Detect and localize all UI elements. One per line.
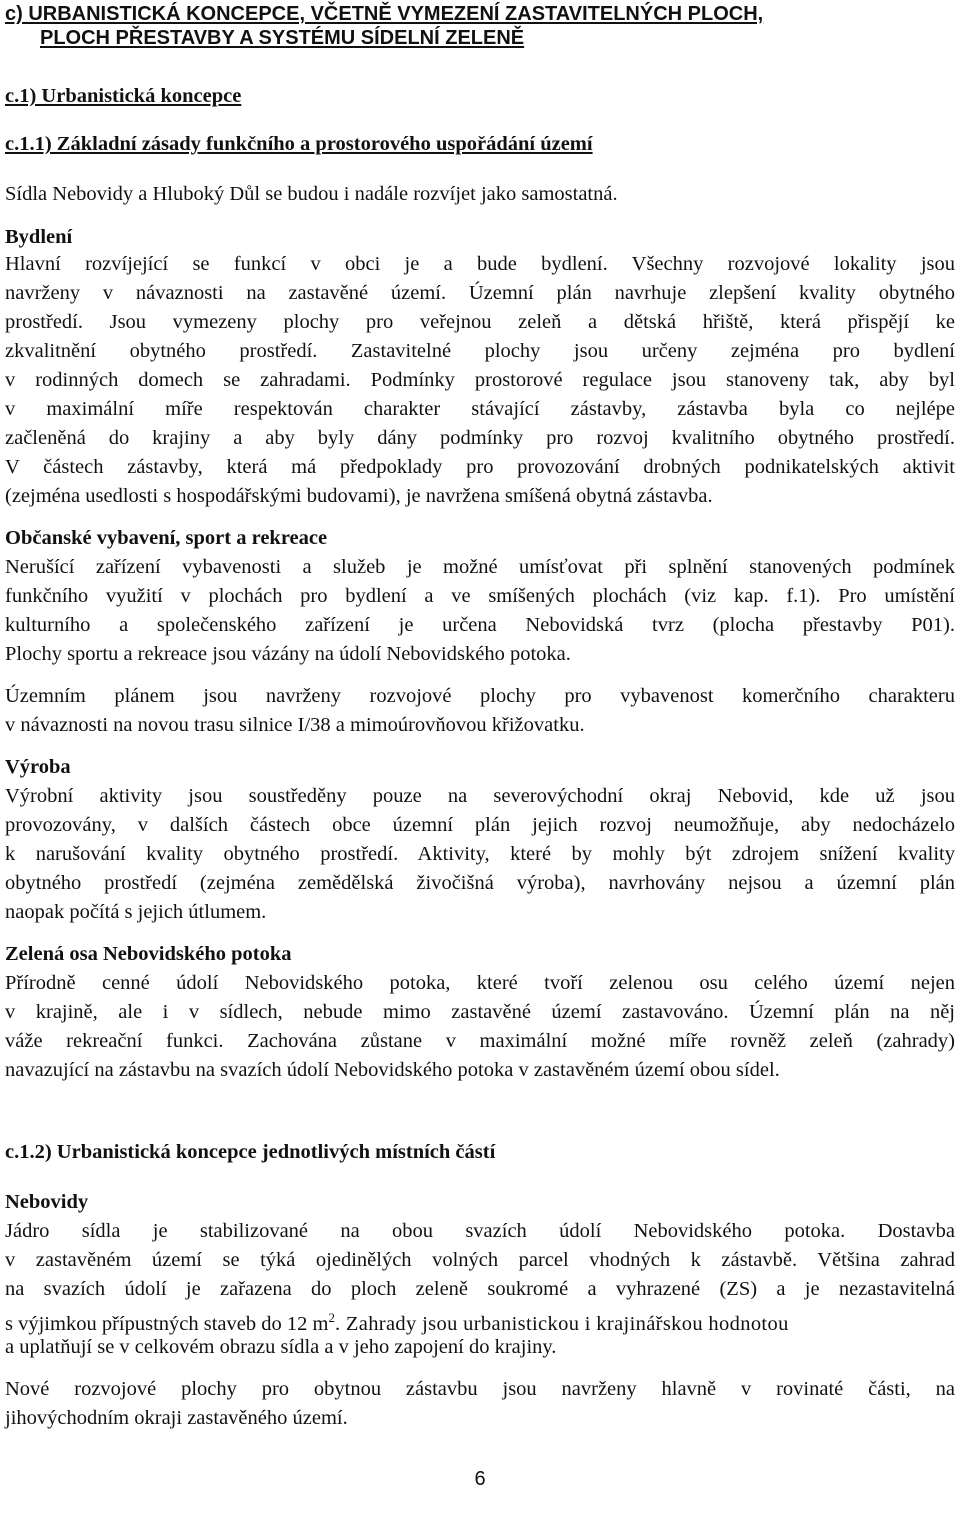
heading-vyroba: Výroba <box>5 756 71 778</box>
bydleni-line: prostředí. Jsou vymezeny plochy pro veřejnou zeleň a dětská hřiště, která přispějí ke <box>5 311 955 333</box>
bydleni-line: v maximální míře respektován charakter stávající zástavby, zástavba byla co nejlépe <box>5 398 955 420</box>
section-heading-c1: c.1) Urbanistická koncepce <box>5 85 242 107</box>
nebovidy-line: v zastavěném území se týká ojedinělých volných parcel vhodných k zástavbě. Většina zahrad <box>5 1249 955 1271</box>
bydleni-line: zkvalitnění obytného prostředí. Zastavitelné plochy jsou určeny zejména pro bydlení <box>5 340 955 362</box>
zelena-osa-line: navazující na zástavbu na svazích údolí Nebovidského potoka v zastavěném území obou sídel. <box>5 1059 780 1081</box>
zelena-osa-line: váže rekreační funkci. Zachována zůstane v maximální možné míře rovněž zeleň (zahrady) <box>5 1030 955 1052</box>
vyroba-line: Výrobní aktivity jsou soustředěny pouze na severovýchodní okraj Nebovid, kde už jsou <box>5 785 955 807</box>
bydleni-line: začleněná do krajiny a aby byly dány podmínky pro rozvoj kvalitního obytného prostředí. <box>5 427 955 449</box>
heading-zelena-osa: Zelená osa Nebovidského potoka <box>5 943 292 965</box>
zelena-osa-line: Přírodně cenné údolí Nebovidského potoka, které tvoří zelenou osu celého území nejen <box>5 972 955 994</box>
bydleni-line: navrženy v návaznosti na zastavěné území. Územní plán navrhuje zlepšení kvality obytného <box>5 282 955 304</box>
nebovidy-text: . Zahrady jsou urbanistickou i krajinářskou hodnotou <box>334 1313 789 1335</box>
chapter-heading-line-1: c) URBANISTICKÁ KONCEPCE, VČETNĚ VYMEZENÍ ZASTAVITELNÝCH PLOCH, <box>5 3 764 25</box>
obcanske-line-2: v návaznosti na novou trasu silnice I/38 a mimoúrovňovou křižovatku. <box>5 714 585 736</box>
bydleni-line: Hlavní rozvíjející se funkcí v obci je a bude bydlení. Všechny rozvojové lokality jsou <box>5 253 955 275</box>
bydleni-line: V částech zástavby, která má předpoklady pro provozování drobných podnikatelských aktivit <box>5 456 955 478</box>
nebovidy-line-2: jihovýchodním okraji zastavěného území. <box>5 1407 348 1429</box>
obcanske-line: funkčního využití v plochách pro bydlení a ve smíšených plochách (viz kap. f.1). Pro umístění <box>5 585 955 607</box>
vyroba-line: obytného prostředí (zejména zemědělská živočišná výroba), navrhovány nejsou a územní plán <box>5 872 955 894</box>
nebovidy-text: s výjimkou přípustných staveb do 12 m <box>5 1313 329 1335</box>
subsection-heading-c12: c.1.2) Urbanistická koncepce jednotlivých místních částí <box>5 1141 496 1163</box>
obcanske-line: Nerušící zařízení vybavenosti a služeb je možné umísťovat při splnění stanovených podmínek <box>5 556 955 578</box>
heading-bydleni: Bydlení <box>5 226 73 248</box>
obcanske-line: kulturního a společenského zařízení je určena Nebovidská tvrz (plocha přestavby P01). <box>5 614 955 636</box>
obcanske-line: Plochy sportu a rekreace jsou vázány na údolí Nebovidského potoka. <box>5 643 571 665</box>
vyroba-line: provozovány, v dalších částech obce územní plán jejich rozvoj neumožňuje, aby nedocházelo <box>5 814 955 836</box>
vyroba-line: k narušování kvality obytného prostředí. Aktivity, které by mohly být zdrojem snížení kvality <box>5 843 955 865</box>
nebovidy-line: a uplatňují se v celkovém obrazu sídla a v jeho zapojení do krajiny. <box>5 1336 557 1358</box>
heading-obcanske-vybaveni: Občanské vybavení, sport a rekreace <box>5 527 328 549</box>
vyroba-line: naopak počítá s jejich útlumem. <box>5 901 267 923</box>
intro-paragraph: Sídla Nebovidy a Hluboký Důl se budou i nadále rozvíjet jako samostatná. <box>5 183 618 205</box>
bydleni-line: (zejména usedlosti s hospodářskými budovami), je navržena smíšená obytná zástavba. <box>5 485 713 507</box>
obcanske-line-2: Územním plánem jsou navrženy rozvojové plochy pro vybavenost komerčního charakteru <box>5 685 955 707</box>
nebovidy-line: na svazích údolí je zařazena do ploch zeleně soukromé a vyhrazené (ZS) a je nezastavitelná <box>5 1278 955 1300</box>
nebovidy-line: Jádro sídla je stabilizované na obou svazích údolí Nebovidského potoka. Dostavba <box>5 1220 955 1242</box>
subsection-heading-c11: c.1.1) Základní zásady funkčního a prostorového uspořádání území <box>5 133 593 155</box>
page-number: 6 <box>474 1468 486 1490</box>
chapter-heading-line-2: PLOCH PŘESTAVBY A SYSTÉMU SÍDELNÍ ZELENĚ <box>40 27 525 49</box>
nebovidy-line-with-superscript <box>5 1306 789 1336</box>
bydleni-line: v rodinných domech se zahradami. Podmínky prostorové regulace jsou stanoveny tak, aby byl <box>5 369 955 391</box>
heading-nebovidy: Nebovidy <box>5 1191 89 1213</box>
nebovidy-line-2: Nové rozvojové plochy pro obytnou zástavbu jsou navrženy hlavně v rovinaté části, na <box>5 1378 955 1400</box>
zelena-osa-line: v krajině, ale i v sídlech, nebude mimo zastavěné území zastavováno. Územní plán na něj <box>5 1001 955 1023</box>
superscript-2: 2 <box>328 1310 335 1325</box>
